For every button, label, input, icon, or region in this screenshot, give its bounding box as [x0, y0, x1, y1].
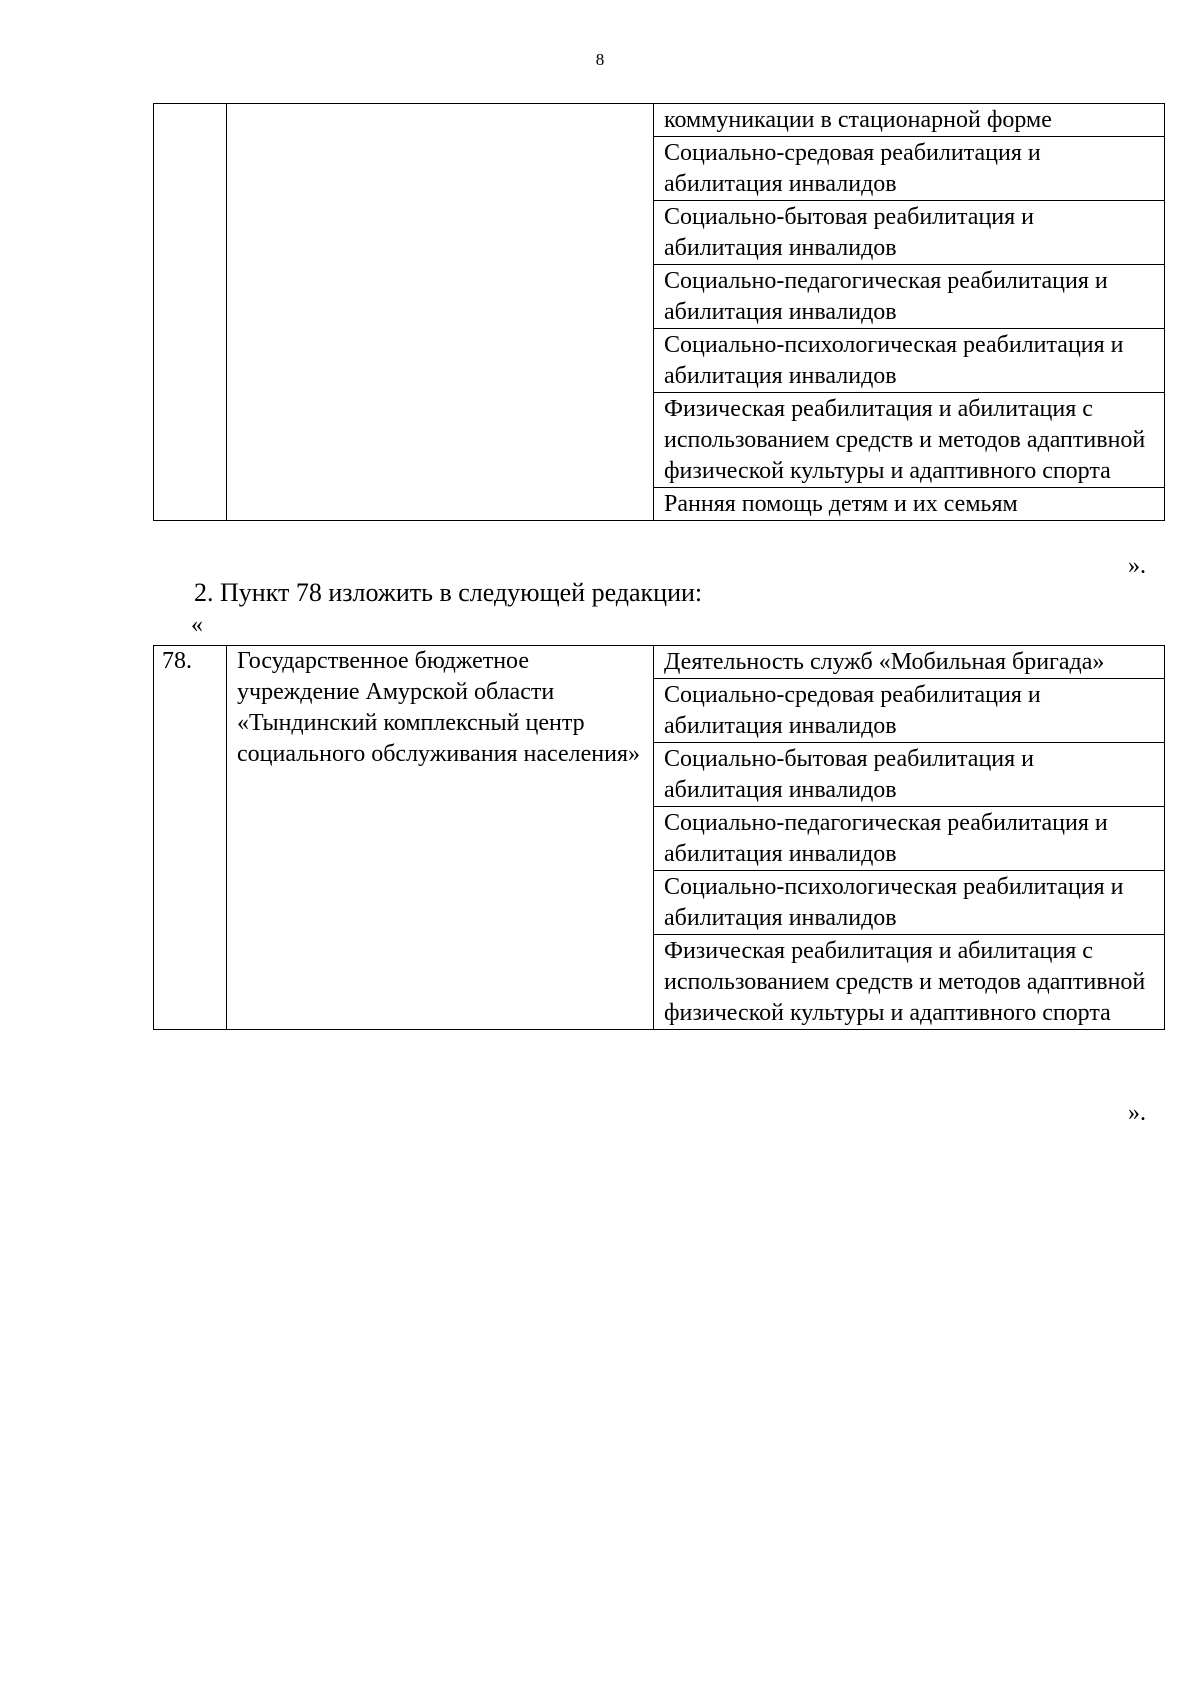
- service-cell: Ранняя помощь детям и их семьям: [654, 488, 1165, 521]
- organization-cell: [227, 104, 654, 521]
- closing-quote: ».: [1128, 553, 1146, 579]
- service-cell: Социально-педагогическая реабилитация и абилитация инвалидов: [654, 807, 1165, 871]
- service-cell: Социально-бытовая реабилитация и абилитация инвалидов: [654, 201, 1165, 265]
- service-cell: Социально-средовая реабилитация и абилитация инвалидов: [654, 137, 1165, 201]
- row-number-cell: 78.: [154, 646, 227, 1030]
- closing-quote: ».: [1128, 1100, 1146, 1126]
- table-row: [154, 104, 1165, 137]
- service-cell: Деятельность служб «Мобильная бригада»: [654, 646, 1165, 679]
- organization-cell: Государственное бюджетное учреждение Амурской области «Тындинский комплексный центр социального обслуживания населения»: [227, 646, 654, 1030]
- opening-quote: «: [191, 612, 203, 638]
- services-table-continued: [153, 103, 1165, 521]
- service-cell: Социально-средовая реабилитация и абилитация инвалидов: [654, 679, 1165, 743]
- service-cell: коммуникации в стационарной форме: [654, 104, 1165, 137]
- service-cell: Физическая реабилитация и абилитация с использованием средств и методов адаптивной физической культуры и адаптивного спорта: [654, 393, 1165, 488]
- service-cell: Социально-психологическая реабилитация и абилитация инвалидов: [654, 871, 1165, 935]
- service-cell: Физическая реабилитация и абилитация с использованием средств и методов адаптивной физической культуры и адаптивного спорта: [654, 935, 1165, 1030]
- services-table-item-78: [153, 645, 1165, 1030]
- row-number-cell: [154, 104, 227, 521]
- service-cell: Социально-бытовая реабилитация и абилитация инвалидов: [654, 743, 1165, 807]
- table-row: [154, 646, 1165, 679]
- page-number: 8: [595, 50, 605, 69]
- service-cell: Социально-психологическая реабилитация и абилитация инвалидов: [654, 329, 1165, 393]
- amendment-instruction: 2. Пункт 78 изложить в следующей редакции:: [194, 578, 703, 607]
- service-cell: Социально-педагогическая реабилитация и абилитация инвалидов: [654, 265, 1165, 329]
